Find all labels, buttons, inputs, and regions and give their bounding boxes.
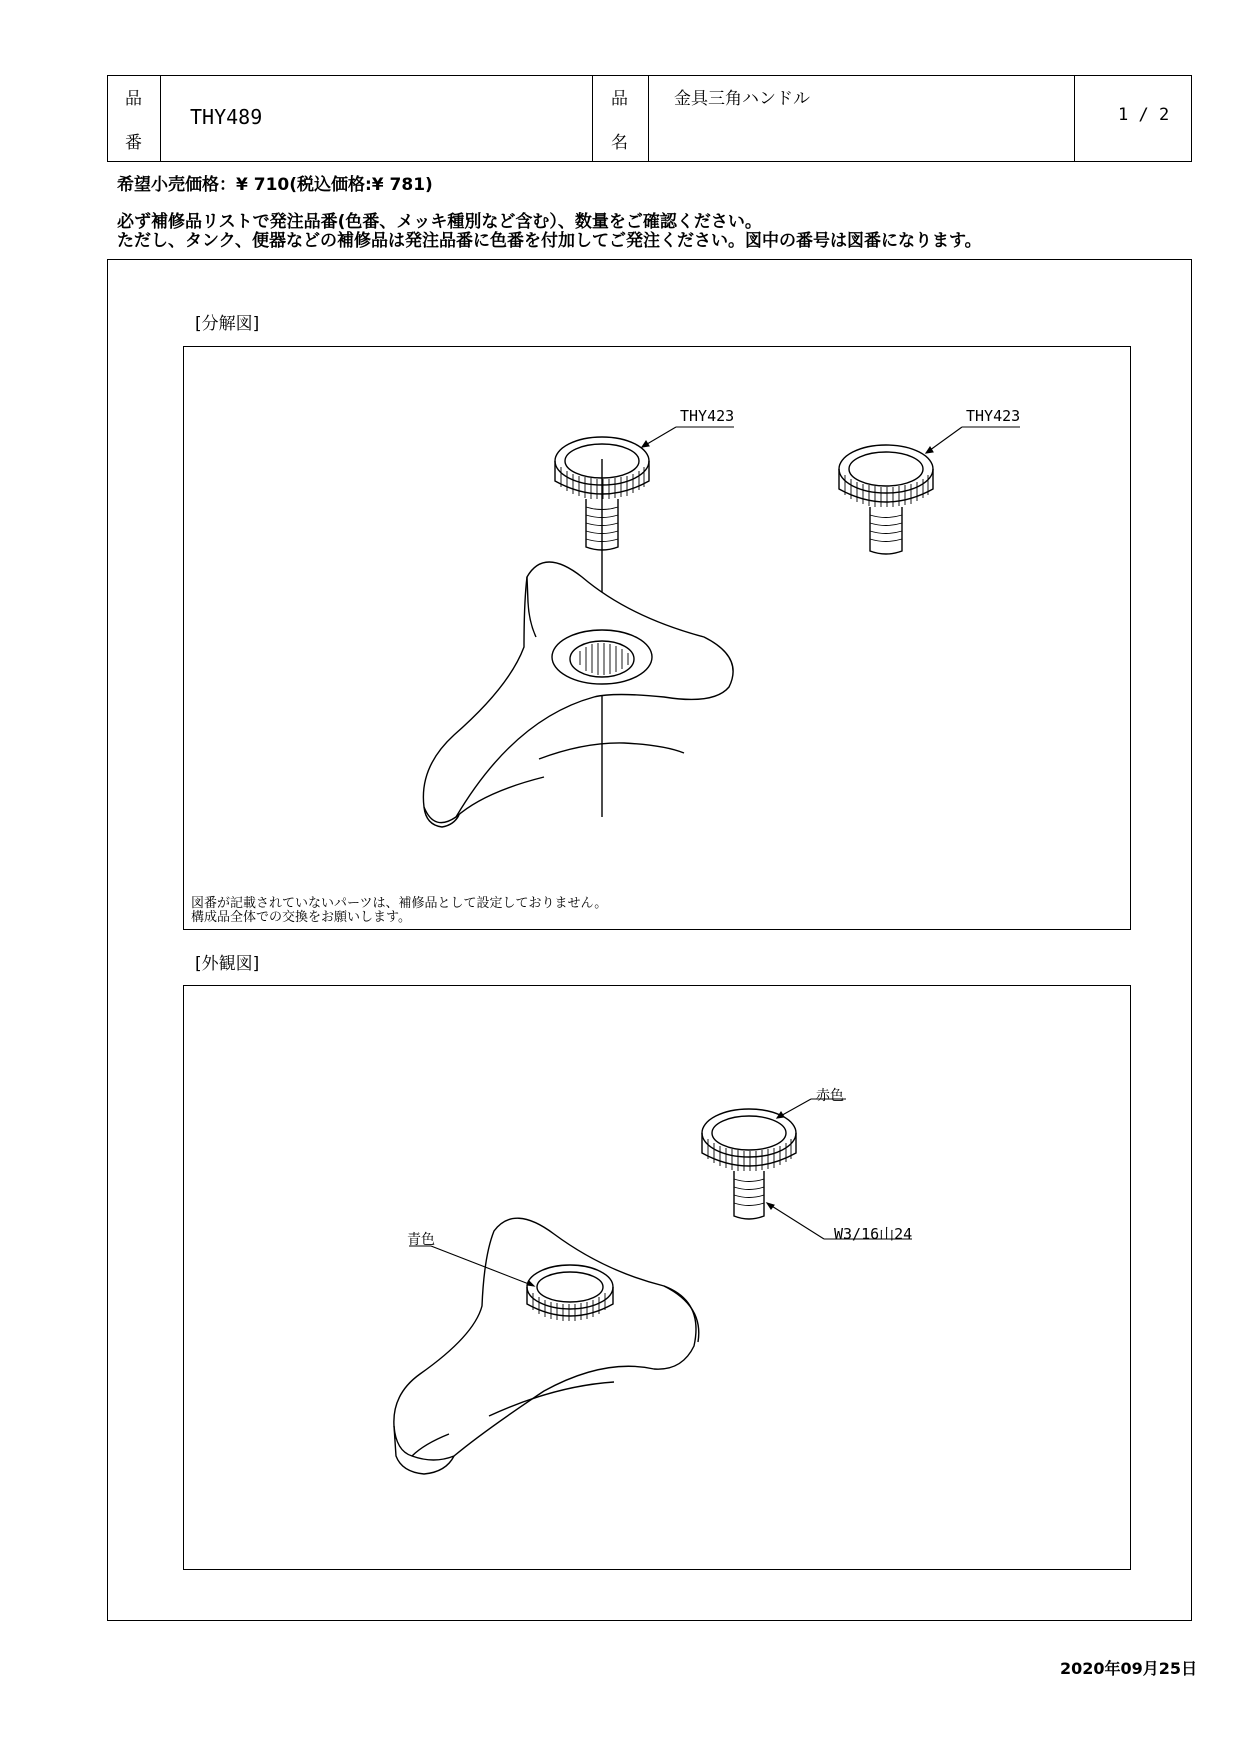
external-view-drawing bbox=[184, 986, 1132, 1571]
callout-red-color: 赤色 bbox=[816, 1088, 844, 1104]
external-view-title: [外観図] bbox=[195, 954, 260, 974]
exploded-note-line-2: 構成品全体での交換をお願いします。 bbox=[191, 910, 411, 925]
callout-thy423-right: THY423 bbox=[966, 407, 1021, 425]
exploded-note-line-1: 図番が記載されていないパーツは、補修品として設定しておりません。 bbox=[191, 896, 608, 911]
callout-thread-spec: W3/16山24 bbox=[834, 1225, 913, 1243]
header-divider bbox=[160, 76, 161, 161]
header-table bbox=[107, 75, 1192, 162]
code-label-top: 品 bbox=[125, 89, 142, 109]
notice-line-1: 必ず補修品リストで発注品番(色番、メッキ種別など含む）、数量をご確認ください。 bbox=[117, 212, 762, 232]
exploded-view-panel bbox=[183, 346, 1131, 930]
header-divider bbox=[1074, 76, 1075, 161]
knob-right-drawing bbox=[839, 445, 933, 554]
product-code: THY489 bbox=[190, 105, 263, 129]
header-divider bbox=[648, 76, 649, 161]
name-label-top: 品 bbox=[611, 89, 628, 109]
callout-leaders bbox=[642, 427, 1020, 453]
code-label-bottom: 番 bbox=[125, 133, 142, 153]
notice-line-2: ただし、タンク、便器などの補修品は発注品番に色番を付加してご発注ください。図中の番号は図番になります。 bbox=[117, 231, 982, 251]
retail-price: 希望小売価格：¥ 710(税込価格:¥ 781) bbox=[117, 175, 433, 195]
callout-blue-color: 青色 bbox=[407, 1232, 435, 1248]
red-knob-drawing bbox=[702, 1109, 796, 1219]
header-divider bbox=[592, 76, 593, 161]
footer-date: 2020年09月25日 bbox=[1060, 1659, 1198, 1678]
exploded-view-drawing bbox=[184, 347, 1132, 931]
external-view-panel bbox=[183, 985, 1131, 1570]
triangle-handle-drawing bbox=[423, 562, 733, 827]
exploded-view-title: [分解図] bbox=[195, 314, 260, 334]
assembled-handle-drawing bbox=[394, 1218, 699, 1474]
callout-thy423-left: THY423 bbox=[680, 407, 735, 425]
external-callout-leaders bbox=[409, 1099, 912, 1286]
name-label-bottom: 名 bbox=[611, 133, 628, 153]
page-indicator: 1 / 2 bbox=[1118, 105, 1170, 125]
product-name: 金具三角ハンドル bbox=[674, 89, 810, 109]
